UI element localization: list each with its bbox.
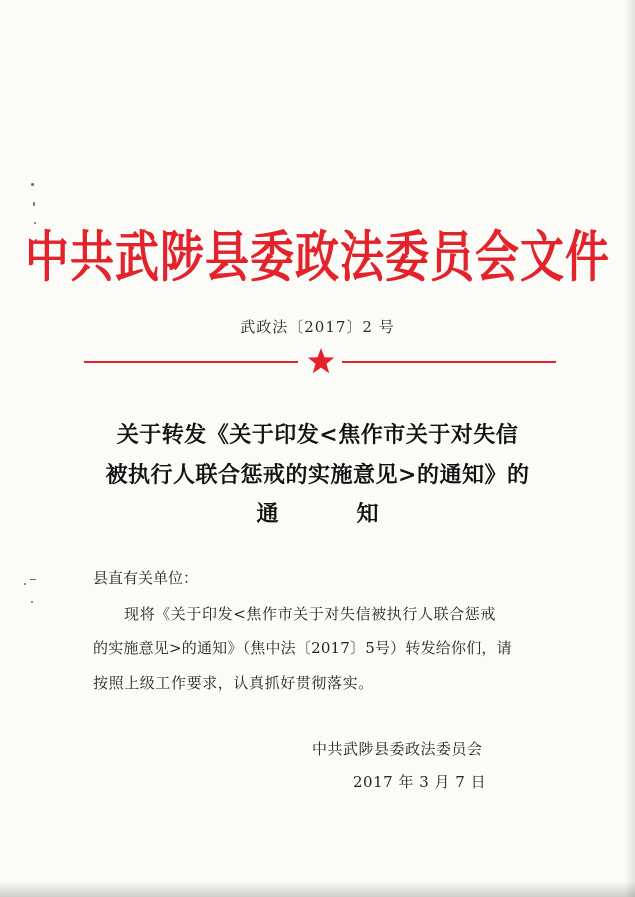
- salutation: 县直有关单位：: [93, 569, 199, 587]
- scan-speck: [24, 583, 26, 585]
- scan-shadow-bottom: [0, 881, 635, 897]
- red-star-icon: [306, 346, 336, 376]
- signature-date: 2017 年 3 月 7 日: [353, 773, 487, 791]
- body-paragraph-line-3: 按照上级工作要求，认真抓好贯彻落实。: [93, 674, 374, 692]
- document-number: 武政法〔2017〕2 号: [240, 318, 395, 336]
- scan-speck: [31, 183, 34, 186]
- signature-organization: 中共武陟县委政法委员会: [312, 740, 483, 758]
- scan-speck: [33, 202, 35, 206]
- red-rule-right: [342, 361, 556, 363]
- body-paragraph-line-2: 的实施意见>的通知》（焦中法〔2017〕5号）转发给你们，请: [93, 639, 512, 657]
- notice-title-line-1: 关于转发《关于印发<焦作市关于对失信: [116, 422, 519, 448]
- scan-speck: [30, 579, 36, 580]
- notice-title-line-3: 通知: [256, 501, 457, 527]
- scan-speck: [31, 601, 33, 603]
- red-rule-left: [84, 361, 298, 363]
- masthead-title: 中共武陟县委政法委员会文件: [25, 225, 610, 290]
- notice-title-line-2: 被执行人联合惩戒的实施意见>的通知》的: [105, 462, 530, 488]
- body-paragraph-line-1: 现将《关于印发<焦作市关于对失信被执行人联合惩戒: [124, 605, 496, 623]
